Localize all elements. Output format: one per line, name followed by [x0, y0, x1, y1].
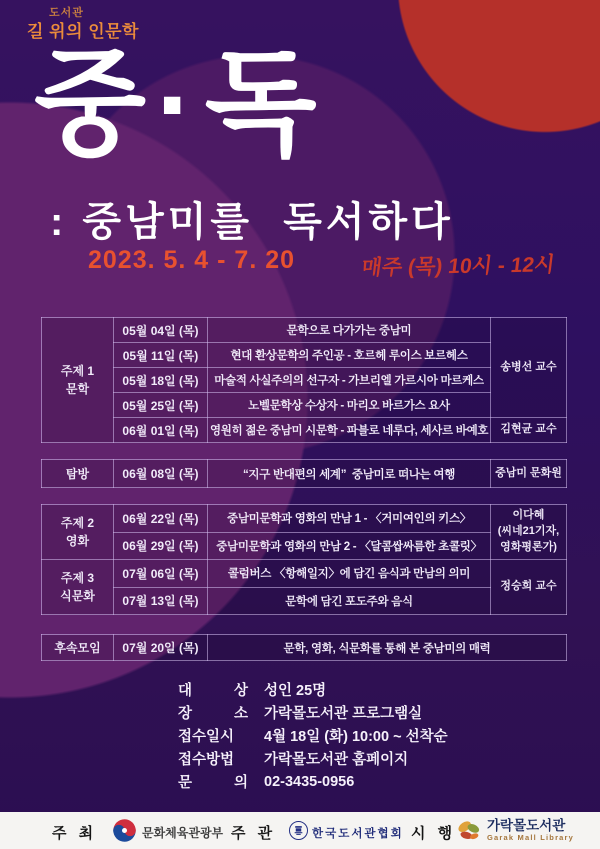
event-weekly-time: 매주 (목) 10시 - 12시 [360, 253, 556, 280]
date-cell: 07월 06일 (목) [114, 560, 208, 588]
table-row [42, 560, 567, 588]
event-period: 2023. 5. 4 - 7. 20 [88, 246, 296, 274]
lecture-title-cell: “지구 반대편의 세계” 중남미로 떠나는 여행 [208, 460, 491, 488]
table-row [42, 635, 567, 661]
host-name: 문화체육관광부 [142, 826, 224, 840]
table-row [42, 532, 567, 560]
lecture-title-cell: 문학, 영화, 식문화를 통해 본 중남미의 매력 [208, 635, 567, 661]
date-cell: 06월 08일 (목) [114, 460, 208, 488]
info-row-registration-date [178, 724, 448, 747]
poster-title: 중·독 [34, 39, 327, 169]
info-label: 문 의 [178, 775, 248, 791]
lecture-title-cell: 콜럼버스 〈항해일지〉에 담긴 음식과 만남의 의미 [208, 560, 491, 588]
operator-name-en: Garak Mall Library [487, 832, 575, 842]
table-row [42, 587, 567, 615]
instructor-cell: 이다혜 (씨네21기자, 영화평론가) [491, 505, 567, 560]
lecture-title-cell: 노벨문학상 수상자 - 마리오 바르가스 요사 [208, 393, 491, 418]
operator-name: 가락몰도서관 [487, 818, 566, 833]
date-cell: 07월 13일 (목) [114, 587, 208, 615]
footer-bar [0, 812, 600, 849]
table-row [42, 343, 567, 368]
table-row [42, 318, 567, 343]
category-cell: 후속모임 [42, 635, 114, 661]
lecture-title-cell: 영원히 젊은 중남미 시문학 - 파블로 네루다, 세사르 바예호 [208, 418, 491, 443]
info-value: 가락몰도서관 프로그램실 [264, 706, 423, 722]
organizer-label: 주 관 [231, 825, 277, 842]
schedule-table-topic2-3 [41, 504, 567, 615]
instructor-cell: 송병선 교수 [491, 318, 567, 418]
lecture-title-cell: 마술적 사실주의의 선구자 - 가브리엘 가르시아 마르케스 [208, 368, 491, 393]
table-row [42, 368, 567, 393]
program-logo-top: 도서관 [49, 7, 84, 19]
operator-name-block [487, 818, 574, 842]
garak-emblem-icon [456, 818, 482, 844]
date-cell: 05월 11일 (목) [114, 343, 208, 368]
instructor-cell: 김현균 교수 [491, 418, 567, 443]
phone-number: 02-3435-0956 [264, 773, 355, 790]
info-row-contact [178, 770, 448, 793]
info-section [178, 678, 448, 793]
table-row [42, 505, 567, 533]
category-cell: 탐방 [42, 460, 114, 488]
kla-emblem-icon [289, 821, 308, 840]
category-cell: 주제 3 식문화 [42, 560, 114, 615]
instructor-cell: 정승희 교수 [491, 560, 567, 615]
program-logo [27, 7, 139, 42]
host-label: 주 최 [52, 825, 98, 842]
date-cell: 07월 20일 (목) [114, 635, 208, 661]
instructor-cell: 중남미 문화원 [491, 460, 567, 488]
lecture-title-cell: 문학으로 다가가는 중남미 [208, 318, 491, 343]
info-value: 가락몰도서관 홈페이지 [264, 752, 409, 768]
table-row [42, 393, 567, 418]
info-row-target [178, 678, 448, 701]
program-logo-main: 길 위의 인문학 [27, 21, 139, 41]
category-cell: 주제 2 영화 [42, 505, 114, 560]
lecture-title-cell: 중남미문학과 영화의 만남 2 - 〈달콤쌉싸름한 초콜릿〉 [208, 532, 491, 560]
poster-subtitle: : 중남미를 독서하다 [50, 200, 454, 244]
date-cell: 05월 25일 (목) [114, 393, 208, 418]
mcst-taegeuk-icon [112, 818, 137, 843]
lecture-title-cell: 문학에 담긴 포도주와 음식 [208, 587, 491, 615]
schedule-table-followup [41, 634, 567, 661]
organizer-name: 한국도서관협회 [312, 828, 404, 840]
operator-label: 시 행 [411, 825, 457, 842]
info-value: 성인 25명 [264, 683, 327, 699]
table-row [42, 460, 567, 488]
info-label: 접수방법 [178, 752, 235, 768]
date-cell: 06월 29일 (목) [114, 532, 208, 560]
lecture-title-cell: 중남미문학과 영화의 만남 1 - 〈거미여인의 키스〉 [208, 505, 491, 533]
info-row-place [178, 701, 448, 724]
table-row [42, 418, 567, 443]
date-cell: 05월 18일 (목) [114, 368, 208, 393]
info-value: 4월 18일 (화) 10:00 ~ 선착순 [264, 729, 448, 745]
info-row-registration-method [178, 747, 448, 770]
date-cell: 05월 04일 (목) [114, 318, 208, 343]
schedule-table-topic1 [41, 317, 567, 443]
info-label: 장 소 [178, 706, 248, 722]
lecture-title-cell: 현대 환상문학의 주인공 - 호르헤 루이스 보르헤스 [208, 343, 491, 368]
date-cell: 06월 01일 (목) [114, 418, 208, 443]
date-cell: 06월 22일 (목) [114, 505, 208, 533]
info-label: 대 상 [178, 683, 248, 699]
schedule-table-fieldtrip [41, 459, 567, 488]
info-label: 접수일시 [178, 729, 235, 745]
category-cell: 주제 1 문학 [42, 318, 114, 443]
